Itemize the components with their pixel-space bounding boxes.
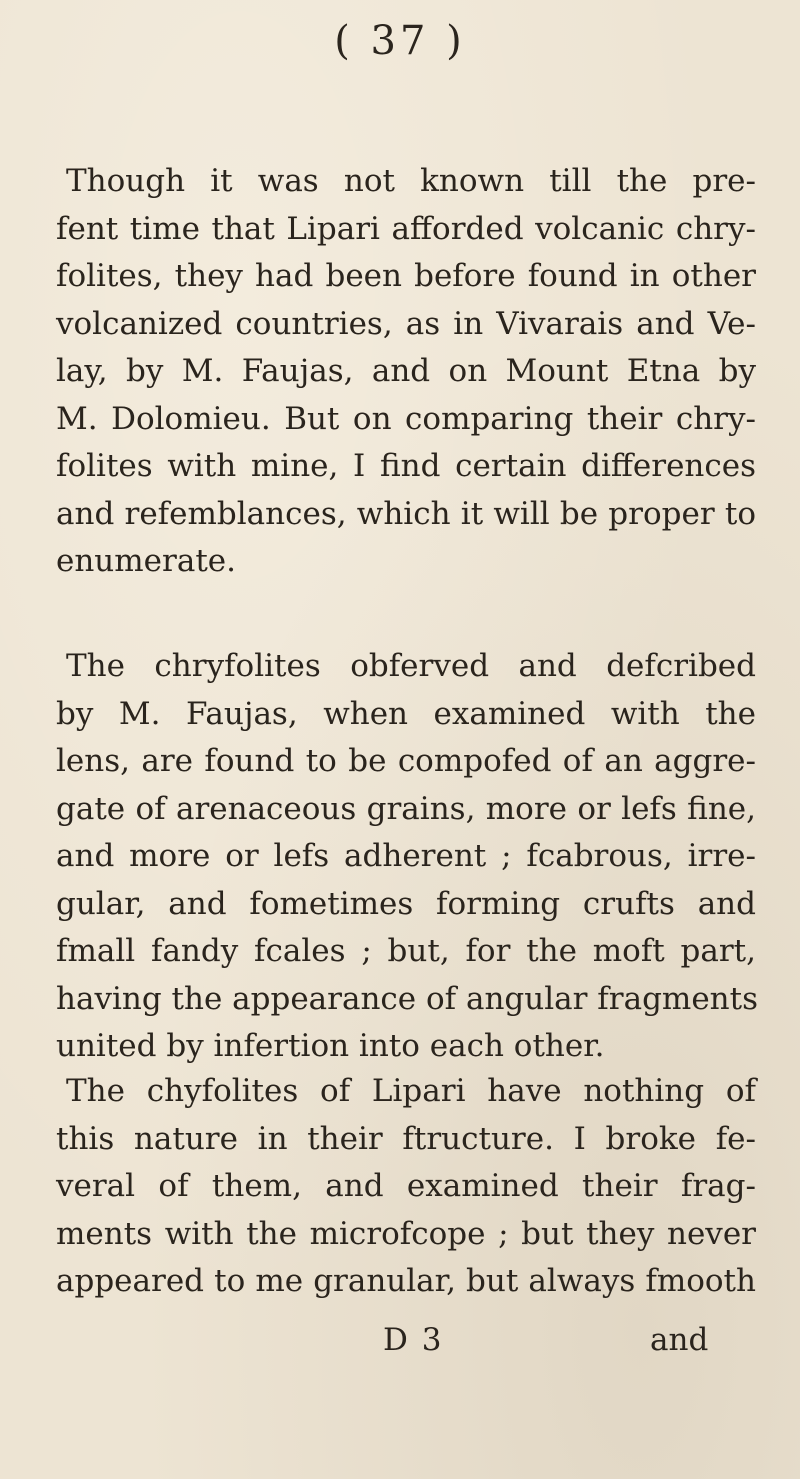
text-line: having the appearance of angular fragments <box>56 980 758 1017</box>
text-line: Though it was not known till the pre- <box>66 163 756 199</box>
signature-mark: D 3 <box>383 1322 444 1358</box>
paragraph-3 <box>56 1068 756 1306</box>
text-line: lay, by M. Faujas, and on Mount Etna by <box>56 353 756 389</box>
text-line: volcanized countries, as in Vivarais and Ve- <box>56 305 756 342</box>
text-line: fmall fandy fcales ; but, for the moft part, <box>56 933 756 969</box>
catchword: and <box>650 1322 709 1358</box>
page-number: ( 37 ) <box>334 18 466 64</box>
text-line: enumerate. <box>56 543 236 579</box>
text-line: appeared to me granular, but always fmooth <box>56 1263 756 1299</box>
page-footer <box>0 1322 800 1362</box>
text-line: by M. Faujas, when examined with the <box>56 695 756 732</box>
text-line: gular, and fometimes forming crufts and <box>56 885 756 922</box>
text-line: gate of arenaceous grains, more or lefs fine, <box>56 790 756 827</box>
text-line: veral of them, and examined their frag- <box>56 1168 756 1204</box>
text-line: folites, they had been before found in other <box>56 258 756 294</box>
text-line: and more or lefs adherent ; fcabrous, irre- <box>56 838 756 874</box>
text-line: M. Dolomieu. But on comparing their chry- <box>56 400 756 437</box>
text-line: folites with mine, I find certain differences <box>56 448 756 484</box>
text-line: this nature in their ftructure. I broke fe- <box>56 1120 756 1157</box>
text-line: fent time that Lipari afforded volcanic chry- <box>56 210 756 247</box>
text-line: united by infertion into each other. <box>56 1028 605 1064</box>
paragraph-1 <box>56 158 756 586</box>
text-line: ments with the microfcope ; but they never <box>56 1215 756 1252</box>
paragraph-2 <box>56 643 756 1071</box>
text-line: The chryfolites obferved and defcribed <box>66 648 756 684</box>
text-line: lens, are found to be compofed of an aggre- <box>56 743 756 779</box>
text-line: and refemblances, which it will be proper to <box>56 495 756 532</box>
text-line: The chyfolites of Lipari have nothing of <box>66 1073 756 1109</box>
